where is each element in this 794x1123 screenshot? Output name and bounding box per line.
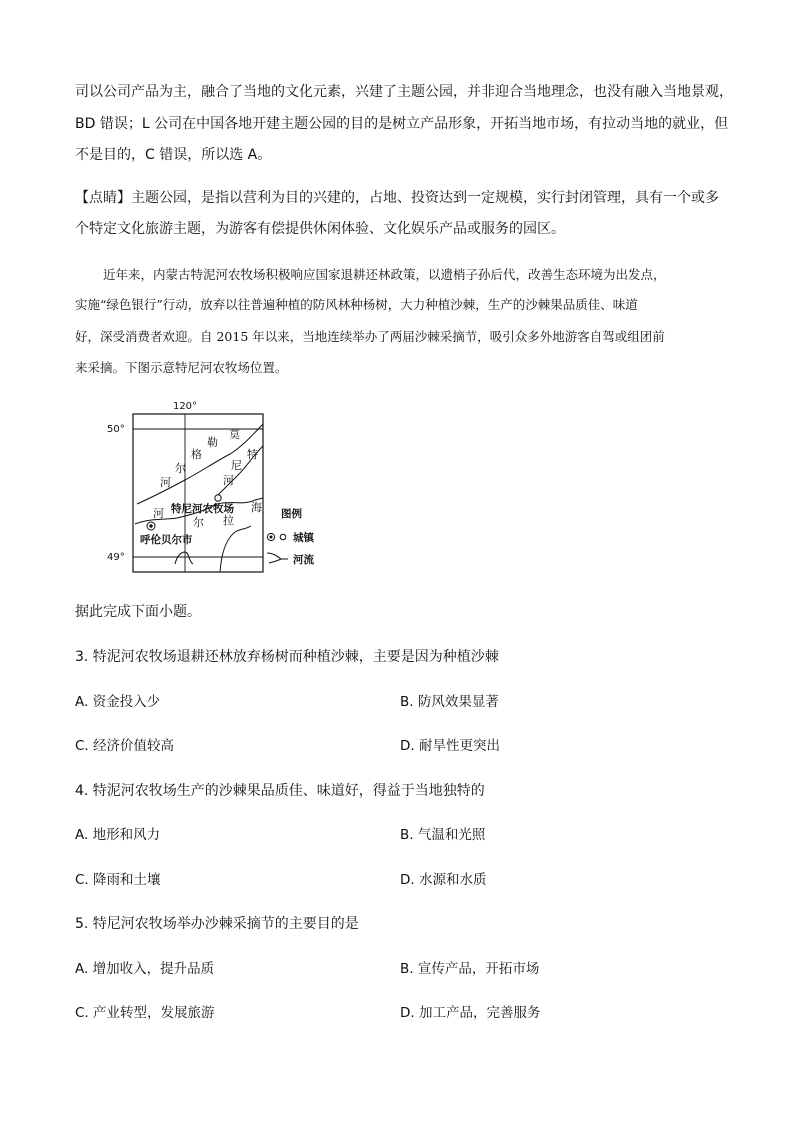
farm-marker	[215, 495, 221, 501]
option-a[interactable]: A. 增加收入，提升品质	[75, 961, 215, 977]
option-b[interactable]: B. 气温和光照	[400, 827, 486, 843]
question-stem: 3. 特泥河农牧场退耕还林放弃杨树而种植沙棘，主要是因为种植沙棘	[75, 649, 499, 665]
river-label: 尼	[231, 459, 242, 472]
explanation-line: 不是目的，C 错误，所以选 A。	[75, 147, 272, 163]
legend-title: 图例	[281, 508, 302, 520]
passage-line: 实施“绿色银行”行动，放弃以往普遍种植的防风林种杨树，大力种植沙棘，生产的沙棘果品质佳、味道	[75, 297, 638, 312]
river-label: 河	[223, 474, 234, 487]
river-label: 拉	[223, 514, 234, 527]
option-c[interactable]: C. 产业转型，发展旅游	[75, 1005, 215, 1021]
river-label: 莫	[229, 428, 240, 441]
passage-line: 好，深受消费者欢迎。自 2015 年以来，当地连续举办了两届沙棘采摘节，吸引众多外地游客自驾或组团前	[75, 329, 665, 344]
river-label: 特	[247, 448, 258, 461]
legend-city-icon-dot	[270, 536, 273, 539]
option-c[interactable]: C. 经济价值较高	[75, 738, 175, 754]
option-a[interactable]: A. 资金投入少	[75, 694, 161, 710]
river-small-2	[220, 526, 251, 572]
river-label: 尔	[175, 462, 186, 475]
question-stem: 4. 特泥河农牧场生产的沙棘果品质佳、味道好，得益于当地独特的	[75, 783, 485, 799]
explanation-line: 司以公司产品为主，融合了当地的文化元素，兴建了主题公园，并非迎合当地理念，也没有融入当地景观，	[75, 84, 733, 100]
lat-bottom-label: 49°	[107, 552, 125, 563]
river-label: 河	[160, 476, 171, 489]
map-frame	[133, 414, 263, 572]
legend-river-label: 河流	[293, 554, 314, 566]
question-stem: 5. 特尼河农牧场举办沙棘采摘节的主要目的是	[75, 916, 359, 932]
dianjing-line: 个特定文化旅游主题，为游客有偿提供休闲体验、文化娱乐产品或服务的园区。	[75, 221, 565, 237]
legend-town-icon	[280, 534, 286, 540]
option-b[interactable]: B. 防风效果显著	[400, 694, 499, 710]
river-label: 勒	[207, 436, 218, 449]
passage-line: 近年来，内蒙古特泥河农牧场积极响应国家退耕还林政策，以遗梢子孙后代，改善生态环境为出发点，	[103, 267, 666, 282]
river-label: 尔	[193, 516, 204, 529]
option-d[interactable]: D. 加工产品，完善服务	[400, 1005, 541, 1021]
lon-label: 120°	[172, 401, 198, 412]
option-a[interactable]: A. 地形和风力	[75, 827, 161, 843]
dianjing-line: 【点睛】主题公园，是指以营利为目的兴建的，占地、投资达到一定规模，实行封闭管理，具有一个或多	[75, 190, 719, 206]
instruction: 据此完成下面小题。	[75, 604, 201, 620]
river-gelemo	[137, 424, 263, 504]
river-small-1	[175, 552, 193, 564]
river-label: 海	[251, 501, 262, 514]
option-c[interactable]: C. 降雨和土壤	[75, 872, 161, 888]
option-d[interactable]: D. 耐旱性更突出	[400, 738, 500, 754]
farm-label: 特尼河农牧场	[171, 503, 234, 515]
option-b[interactable]: B. 宣传产品，开拓市场	[400, 961, 540, 977]
river-label: 河	[153, 507, 164, 520]
option-d[interactable]: D. 水源和水质	[400, 872, 487, 888]
lat-top-label: 50°	[107, 424, 125, 435]
river-label: 格	[191, 448, 202, 461]
city-marker-dot	[149, 524, 152, 527]
city-label: 呼伦贝尔市	[140, 534, 193, 546]
map-figure	[105, 396, 345, 576]
explanation-line: BD 错误；L 公司在中国各地开建主题公园的目的是树立产品形象，开拓当地市场，有拉动当地的就业，但	[75, 116, 729, 132]
legend-town-label: 城镇	[293, 532, 314, 544]
location-map	[105, 396, 345, 576]
passage-line: 来采摘。下图示意特尼河农牧场位置。	[75, 360, 288, 375]
legend-river-icon	[267, 553, 288, 563]
